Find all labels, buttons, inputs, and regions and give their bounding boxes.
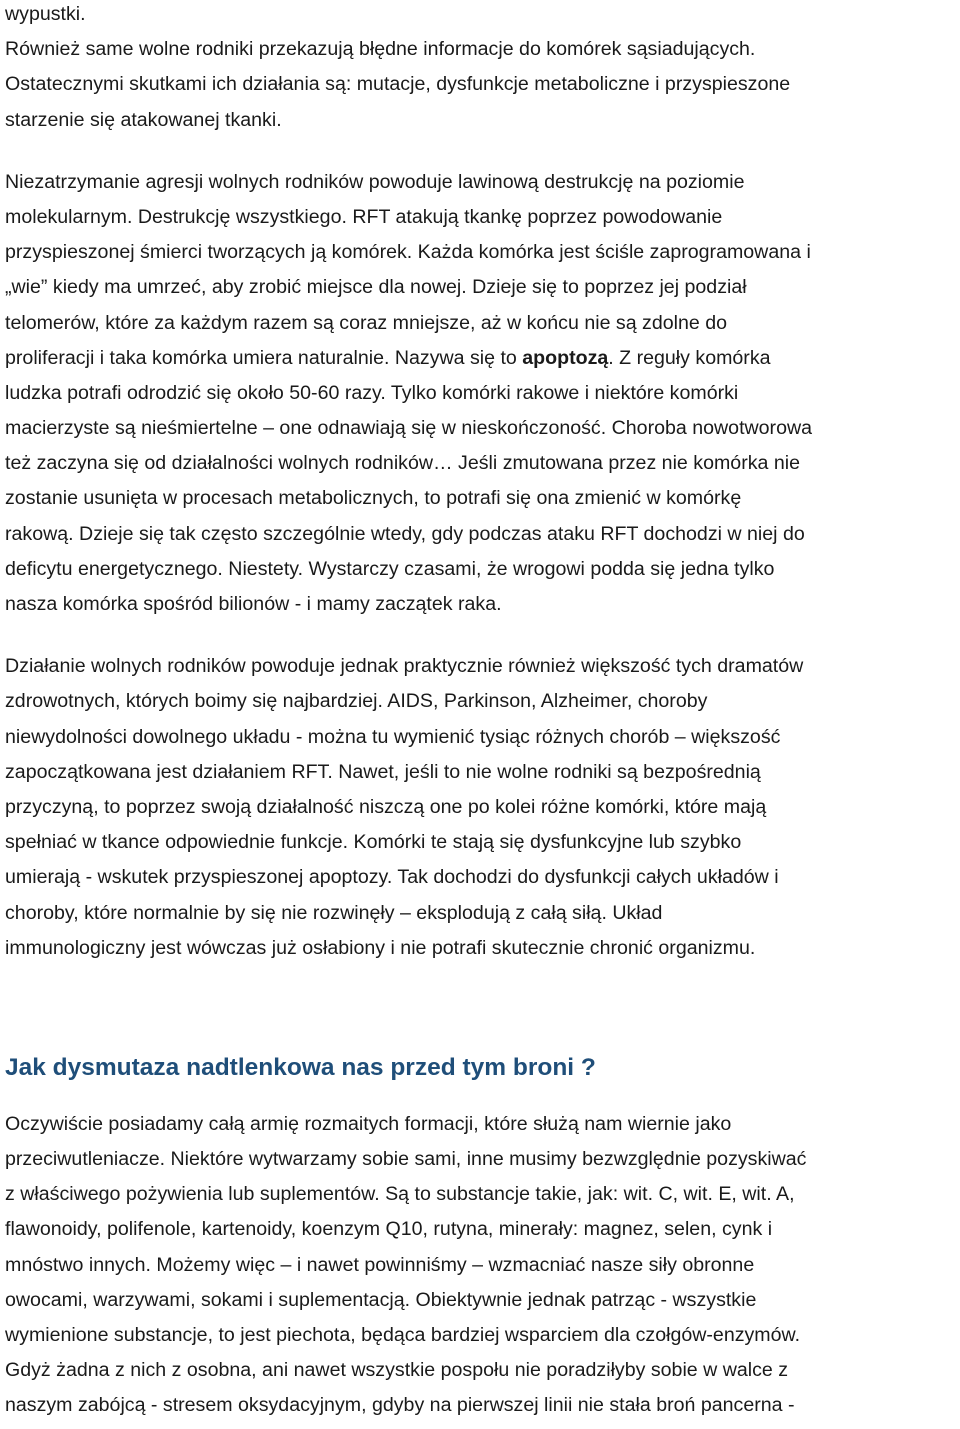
text-line: z właściwego pożywienia lub suplementów. Są to substancje takie, jak: wit. C, wit. E, wit. A, [5,1183,795,1206]
text-line: rakową. Dzieje się tak często szczególnie wtedy, gdy podczas ataku RFT dochodzi w niej do [5,522,805,545]
text-line: Działanie wolnych rodników powoduje jednak praktycznie również większość tych dramatów [5,655,804,678]
text-line: ludzka potrafi odrodzić się około 50-60 razy. Tylko komórki rakowe i niektóre komórki [5,381,739,404]
text-line: przeciwutleniacze. Niektóre wytwarzamy sobie sami, inne musimy bezwzględnie pozyskiwać [5,1148,807,1171]
text-line: choroby, które normalnie by się nie rozwinęły – eksplodują z całą siłą. Układ [5,901,663,924]
text-line: Niezatrzymanie agresji wolnych rodników powoduje lawinową destrukcję na poziomie [5,170,745,193]
section-heading: Jak dysmutaza nadtlenkowa nas przed tym broni ? [5,1053,596,1081]
text-segment: . Z reguły komórka [608,346,771,369]
text-line: też zaczyna się od działalności wolnych rodników… Jeśli zmutowana przez nie komórka nie [5,452,801,475]
text-line: przyspieszonej śmierci tworzących ją komórek. Każda komórka jest ściśle zaprogramowana i [5,241,811,264]
text-line-with-bold [5,341,960,376]
text-line: wymienione substancje, to jest piechota, będąca bardziej wsparciem dla czołgów-enzymów. [5,1324,801,1346]
text-line: niewydolności dowolnego układu - można tu wymienić tysiąc różnych chorób – większość [5,725,781,748]
text-line: starzenie się atakowanej tkanki. [5,108,282,131]
text-segment: proliferacji i taka komórka umiera naturalnie. Nazywa się to [5,346,523,369]
bold-term-apoptosis: apoptozą [522,346,609,369]
document-page [5,0,960,1424]
text-line: macierzyste są nieśmiertelne – one odnawiają się w nieskończoność. Choroba nowotworowa [5,417,813,440]
paragraph-molecular-destruction [5,165,960,622]
text-line: Gdyż żadna z nich z osobna, ani nawet wszystkie pospołu nie poradziłyby sobie w walce z [5,1359,789,1382]
text-line: przyczyną, to poprzez swoją działalność niszczą one po kolei różne komórki, które mają [5,795,767,818]
text-line: deficytu energetycznego. Niestety. Wystarczy czasami, że wrogowi podda się jedna tylko [5,557,775,580]
text-line: immunologiczny jest wówczas już osłabiony i nie potrafi skutecznie chronić organizmu. [5,936,756,959]
text-line: zdrowotnych, których boimy się najbardziej. AIDS, Parkinson, Alzheimer, choroby [5,690,708,713]
text-line: molekularnym. Destrukcję wszystkiego. RFT atakują tkankę poprzez powodowanie [5,205,723,228]
text-line: zostanie usunięta w procesach metabolicznych, to potrafi się ona zmienić w komórkę [5,487,742,510]
text-line: nasza komórka spośród bilionów - i mamy zaczątek raka. [5,593,502,615]
text-line: „wie” kiedy ma umrzeć, aby zrobić miejsce dla nowej. Dzieje się to poprzez jej podział [5,276,747,299]
text-line: zapoczątkowana jest działaniem RFT. Nawet, jeśli to nie wolne rodniki są bezpośrednią [5,760,761,783]
text-line: owocami, warzywami, sokami i suplementacją. Obiektywnie jednak patrząc - wszystkie [5,1288,757,1311]
text-line: Oczywiście posiadamy całą armię rozmaitych formacji, które służą nam wiernie jako [5,1112,732,1135]
text-line: spełniać w tkance odpowiednie funkcje. Komórki te stają się dysfunkcyjne lub szybko [5,831,742,854]
text-line: flawonoidy, polifenole, kartenoidy, koenzym Q10, rutyna, minerały: magnez, selen, cynk i [5,1218,773,1241]
text-line: wypustki. [5,3,86,25]
text-line: Ostatecznymi skutkami ich działania są: mutacje, dysfunkcje metaboliczne i przyspieszone [5,73,791,96]
paragraph-antioxidants [5,1107,960,1424]
text-line: naszym zabójcą - stresem oksydacyjnym, gdyby na pierwszej linii nie stała broń pancerna - [5,1394,795,1417]
paragraph-diseases [5,649,960,966]
text-line: telomerów, które za każdym razem są coraz mniejsze, aż w końcu nie są zdolne do [5,311,728,334]
text-line: Również same wolne rodniki przekazują błędne informacje do komórek sąsiadujących. [5,38,756,61]
paragraph-free-radicals-intro [5,0,960,138]
text-line: umierają - wskutek przyspieszonej apoptozy. Tak dochodzi do dysfunkcji całych układów i [5,866,779,889]
text-line: mnóstwo innych. Możemy więc – i nawet powinniśmy – wzmacniać nasze siły obronne [5,1253,755,1276]
